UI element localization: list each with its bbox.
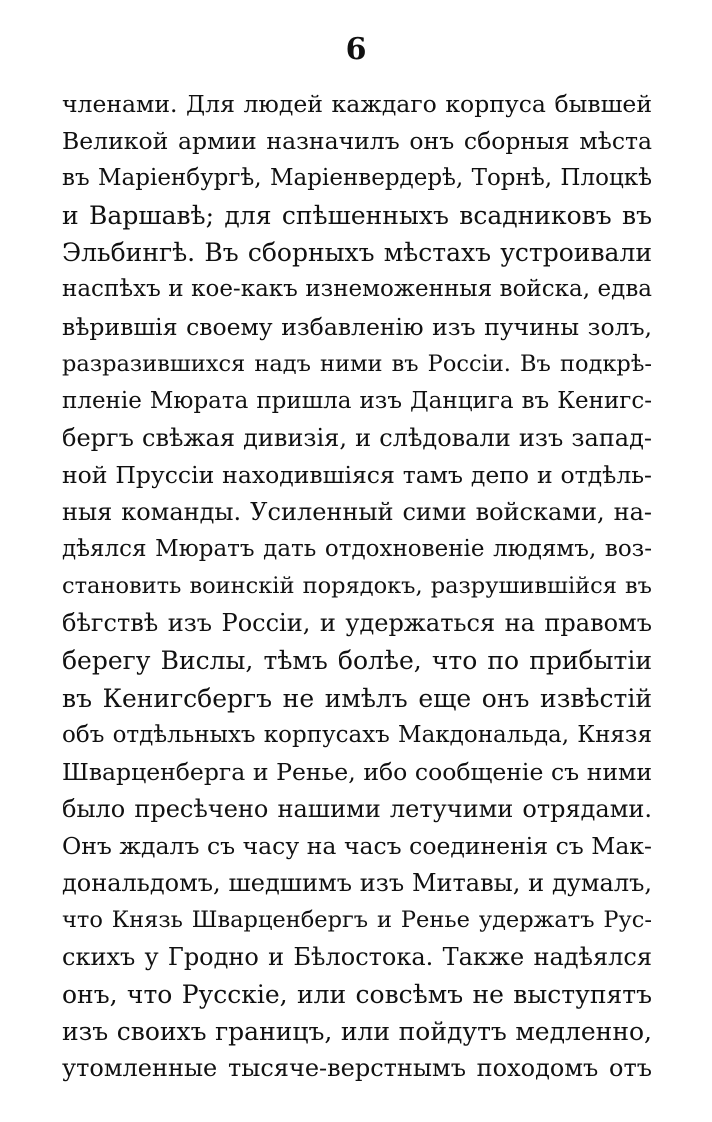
text-line: Эльбингѣ. Въ сборныхъ мѣстахъ устроивали — [62, 238, 652, 268]
text-line: разразившихся надъ ними въ Россіи. Въ подкрѣ- — [62, 350, 652, 377]
text-line: скихъ у Гродно и Бѣлостока. Также надѣялся — [62, 943, 652, 972]
text-line: объ отдѣльныхъ корпусахъ Макдональда, Князя — [62, 721, 652, 748]
text-line: изъ своихъ границъ, или пойдутъ медленно, — [62, 1017, 652, 1047]
text-line: Великой армии назначилъ онъ сборныя мѣста — [62, 127, 652, 156]
text-line: берегу Вислы, тѣмъ болѣе, что по прибытіи — [62, 646, 652, 676]
text-line: Шварценберга и Ренье, ибо сообщеніе съ ними — [62, 757, 652, 786]
text-line: вѣрившія своему избавленію изъ пучины золъ, — [62, 312, 652, 341]
text-line: ной Пруссіи находившіяся тамъ депо и отдѣль- — [62, 460, 652, 489]
text-line: онъ, что Русскіе, или совсѣмъ не выступятъ — [62, 980, 652, 1010]
page-number: 6 — [345, 32, 367, 67]
text-line: и Варшавѣ; для спѣшенныхъ всадниковъ въ — [62, 201, 652, 231]
text-line: утомленные тысяче-верстнымъ походомъ отъ — [62, 1054, 652, 1083]
text-line: наспѣхъ и кое-какъ изнеможенныя войска, едва — [62, 276, 652, 303]
text-line: въ Маріенбургѣ, Маріенвердерѣ, Торнѣ, Плоцкѣ — [62, 165, 652, 192]
text-line: членами. Для людей каждаго корпуса бывшей — [62, 90, 652, 118]
text-line: что Князь Шварценбергъ и Ренье удержатъ Рус- — [62, 907, 652, 934]
text-line: было пресѣчено нашими летучими отрядами. — [62, 794, 652, 823]
text-line: становить воинскій порядокъ, разрушившійся въ — [62, 573, 652, 600]
text-line: въ Кенигсбергъ не имѣлъ еще онъ извѣстій — [62, 683, 652, 713]
text-line: пленіе Мюрата пришла изъ Данцига въ Кенигс- — [62, 387, 652, 414]
text-line: ныя команды. Усиленный сими войсками, на- — [62, 498, 652, 527]
body-text — [62, 86, 652, 1088]
text-line: бѣгствѣ изъ Россіи, и удержаться на правомъ — [62, 609, 652, 638]
text-line: Онъ ждалъ съ часу на часъ соединенія съ Мак- — [62, 831, 652, 860]
text-line: дональдомъ, шедшимъ изъ Митавы, и думалъ, — [62, 868, 652, 897]
text-line: бергъ свѣжая дивизія, и слѣдовали изъ запад- — [62, 423, 652, 452]
text-line: дѣялся Мюратъ дать отдохновеніе людямъ, воз- — [62, 536, 652, 563]
